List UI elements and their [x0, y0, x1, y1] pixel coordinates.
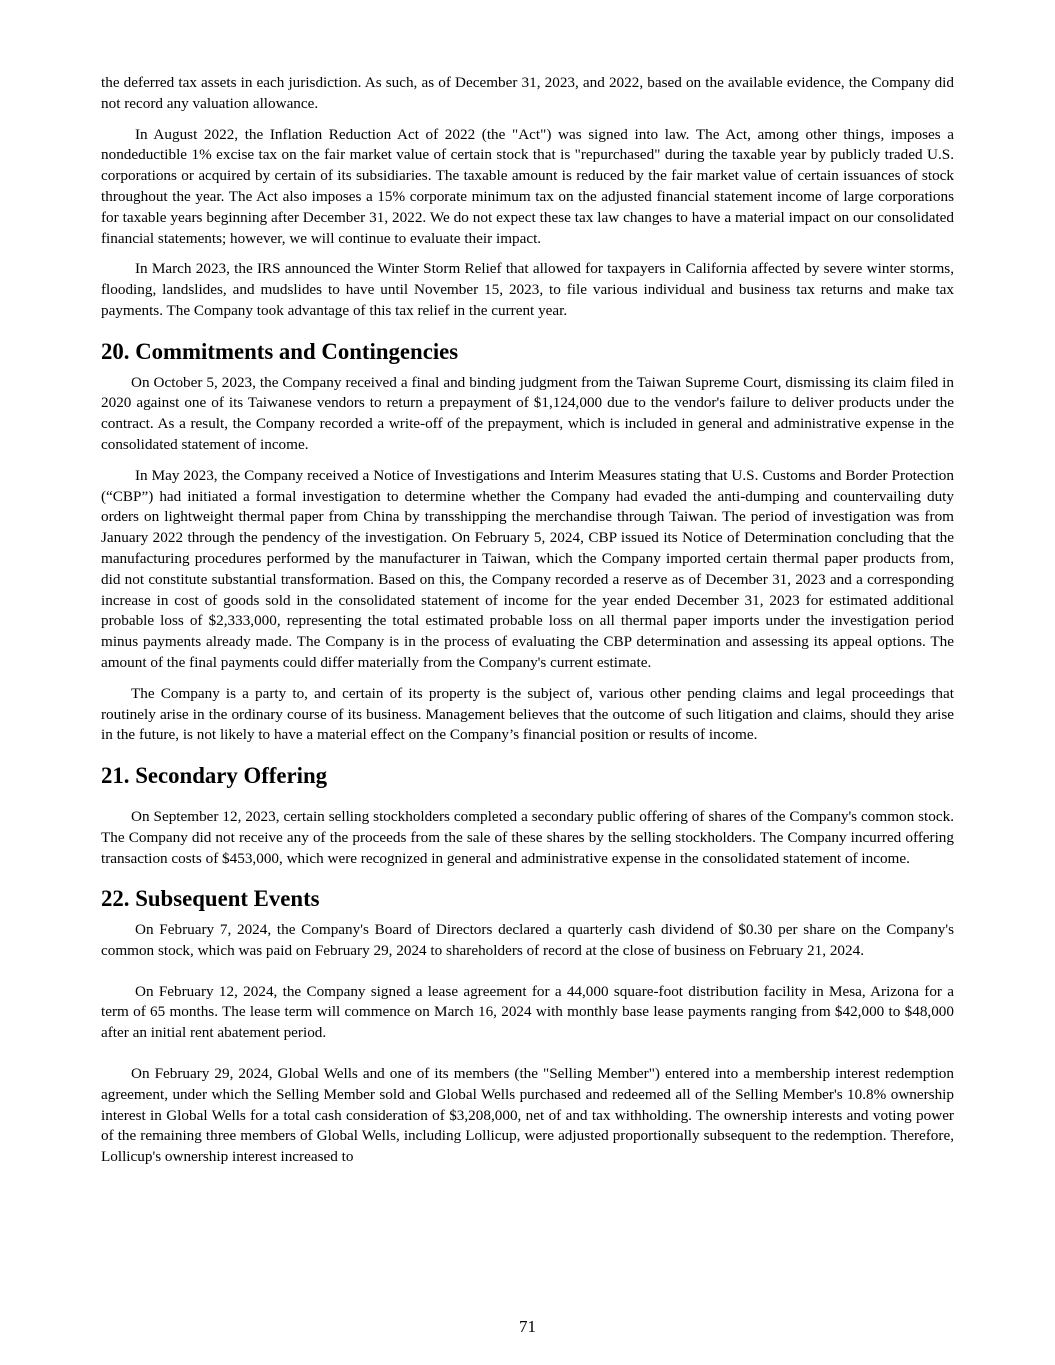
page-number: 71 — [519, 1317, 536, 1336]
document-body — [101, 73, 954, 1168]
paragraph-taiwan-judgment: On October 5, 2023, the Company received a final and binding judgment from the Taiwan Supreme Court, dismissing its claim filed in 2020 against one of its Taiwanese vendors to return a prepayment of $1,124,000 due to the vendor's failure to deliver products under the contract. As a result, the Company recorded a write-off of the prepayment, which is included in general and administrative expense in the consolidated statement of income. — [101, 373, 954, 453]
paragraph-global-wells-redemption: On February 29, 2024, Global Wells and one of its members (the "Selling Member") entered into a membership interest redemption agreement, under which the Selling Member sold and Global Wells purchased and redeemed all of the Selling Member's 10.8% ownership interest in Global Wells for a total cash consideration of $3,208,000, net of and tax withholding. The ownership interests and voting power of the remaining three members of Global Wells, including Lollicup, were adjusted proportionally subsequent to the redemption. Therefore, Lollicup's ownership interest increased to — [101, 1065, 954, 1166]
section-heading-subsequent-events: 22. Subsequent Events — [101, 886, 320, 912]
paragraph-winter-storm-relief: In March 2023, the IRS announced the Winter Storm Relief that allowed for taxpayers in California affected by severe winter storms, flooding, landslides, and mudslides to have until November 15, 2023, to file various individual and business tax returns and make tax payments. The Company took advantage of this tax relief in the current year. — [101, 260, 954, 319]
paragraph-secondary-offering: On September 12, 2023, certain selling stockholders completed a secondary public offering of shares of the Company's common stock. The Company did not receive any of the proceeds from the sale of these shares by the selling stockholders. The Company incurred offering transaction costs of $453,000, which were recognized in general and administrative expense in the consolidated statement of income. — [101, 807, 954, 867]
paragraph-inflation-reduction-act: In August 2022, the Inflation Reduction Act of 2022 (the "Act") was signed into law. The Act, among other things, imposes a nondeductible 1% excise tax on the fair market value of certain stock that is "repurchased" during the taxable year by publicly traded U.S. corporations or acquired by certain of its subsidiaries. The taxable amount is reduced by the fair market value of certain issuances of stock throughout the year. The Act also imposes a 15% corporate minimum tax on the adjusted financial statement income of large corporations for taxable years beginning after December 31, 2022. We do not expect these tax law changes to have a material impact on our consolidated financial statements; however, we will continue to evaluate their impact. — [101, 125, 954, 247]
section-heading-commitments: 20. Commitments and Contingencies — [101, 338, 459, 364]
paragraph-cbp-investigation: In May 2023, the Company received a Notice of Investigations and Interim Measures stating that U.S. Customs and Border Protection (“CBP”) had initiated a formal investigation to determine whether the Company had evaded the anti-dumping and countervailing duty orders on lightweight thermal paper from China by transshipping the merchandise through Taiwan. The period of investigation was from January 2022 through the pendency of the investigation. On February 5, 2024, CBP issued its Notice of Determination concluding that the manufacturing procedures performed by the manufacturer in Taiwan, which the Company imported certain thermal paper products from, did not constitute substantial transformation. Based on this, the Company recorded a reserve as of December 31, 2023 and a corresponding increase in cost of goods sold in the consolidated statement of income for the year ended December 31, 2023 for estimated additional probable loss of $2,333,000, representing the total estimated probable loss on all thermal paper imports under the investigation period minus payments already made. The Company is in the process of evaluating the CBP determination and assessing its appeal options. The amount of the final payments could differ materially from the Company's current estimate. — [101, 466, 954, 671]
paragraph-dividend: On February 7, 2024, the Company's Board of Directors declared a quarterly cash dividend of $0.30 per share on the Company's common stock, which was paid on February 29, 2024 to shareholders of record at the close of business on February 21, 2024. — [101, 921, 954, 959]
paragraph-pending-claims: The Company is a party to, and certain of its property is the subject of, various other pending claims and legal proceedings that routinely arise in the ordinary course of its business. Management believes that the outcome of such litigation and claims, should they arise in the future, is not likely to have a material effect on the Company’s financial position or results of income. — [101, 684, 954, 744]
section-heading-secondary-offering: 21. Secondary Offering — [101, 763, 328, 789]
paragraph-lease-agreement: On February 12, 2024, the Company signed a lease agreement for a 44,000 square-foot distribution facility in Mesa, Arizona for a term of 65 months. The lease term will commence on March 16, 2024 with monthly base lease payments ranging from $42,000 to $48,000 after an initial rent abatement period. — [101, 982, 954, 1042]
paragraph-valuation-allowance: the deferred tax assets in each jurisdiction. As such, as of December 31, 2023, and 2022, based on the available evidence, the Company did not record any valuation allowance. — [101, 74, 954, 112]
